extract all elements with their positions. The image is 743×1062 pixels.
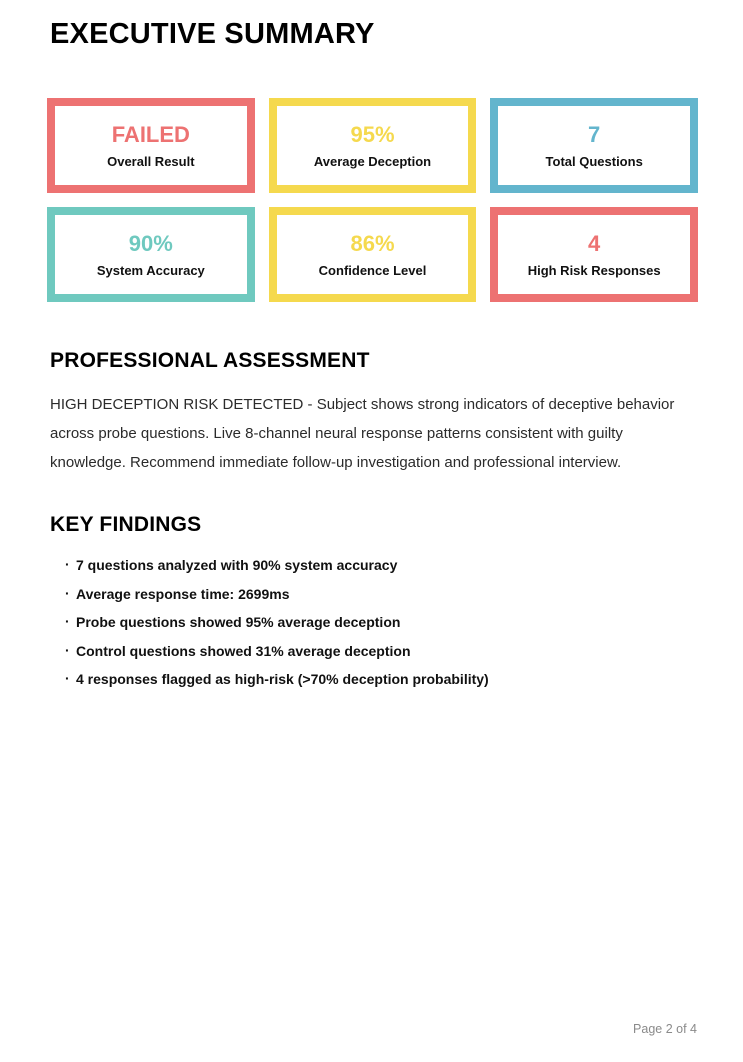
metric-card-confidence-level bbox=[269, 207, 477, 302]
metric-card-grid bbox=[47, 98, 698, 302]
metric-label: Total Questions bbox=[545, 153, 643, 169]
metric-value: 86% bbox=[350, 230, 395, 256]
metric-value: 4 bbox=[588, 230, 601, 256]
page-title: EXECUTIVE SUMMARY bbox=[50, 18, 375, 50]
metric-label: Overall Result bbox=[107, 153, 195, 169]
key-findings-section bbox=[50, 513, 697, 686]
professional-assessment-section bbox=[50, 349, 697, 477]
metric-card-average-deception bbox=[269, 98, 477, 193]
metric-card-total-questions bbox=[490, 98, 698, 193]
metric-card-overall-result bbox=[47, 98, 255, 193]
page-number-footer: Page 2 of 4 bbox=[633, 1022, 697, 1036]
key-findings-heading: KEY FINDINGS bbox=[50, 513, 202, 536]
metric-label: Average Deception bbox=[313, 153, 432, 169]
metric-value: 95% bbox=[350, 121, 395, 147]
key-finding-item: · 4 responses flagged as high-risk (>70% deception probability) bbox=[50, 672, 697, 686]
metric-value: FAILED bbox=[111, 121, 190, 147]
key-finding-item: · Probe questions showed 95% average deception bbox=[50, 615, 697, 629]
professional-assessment-heading: PROFESSIONAL ASSESSMENT bbox=[50, 349, 370, 372]
metric-value: 90% bbox=[128, 230, 173, 256]
key-finding-item: · Control questions showed 31% average deception bbox=[50, 644, 697, 658]
metric-label: Confidence Level bbox=[318, 262, 427, 278]
key-finding-item: · 7 questions analyzed with 90% system accuracy bbox=[50, 558, 697, 572]
professional-assessment-body: HIGH DECEPTION RISK DETECTED - Subject shows strong indicators of deceptive behavior across probe questions. Live 8-channel neural response patterns consistent with guilty knowledge. Recommend immediate follow-up investigation and professional interview. bbox=[50, 396, 675, 471]
metric-label: System Accuracy bbox=[96, 262, 205, 278]
key-findings-list bbox=[50, 558, 697, 686]
metric-card-high-risk-responses bbox=[490, 207, 698, 302]
metric-value: 7 bbox=[588, 121, 601, 147]
metric-label: High Risk Responses bbox=[527, 262, 661, 278]
report-page bbox=[0, 18, 743, 1062]
key-finding-item: · Average response time: 2699ms bbox=[50, 587, 697, 601]
metric-card-system-accuracy bbox=[47, 207, 255, 302]
